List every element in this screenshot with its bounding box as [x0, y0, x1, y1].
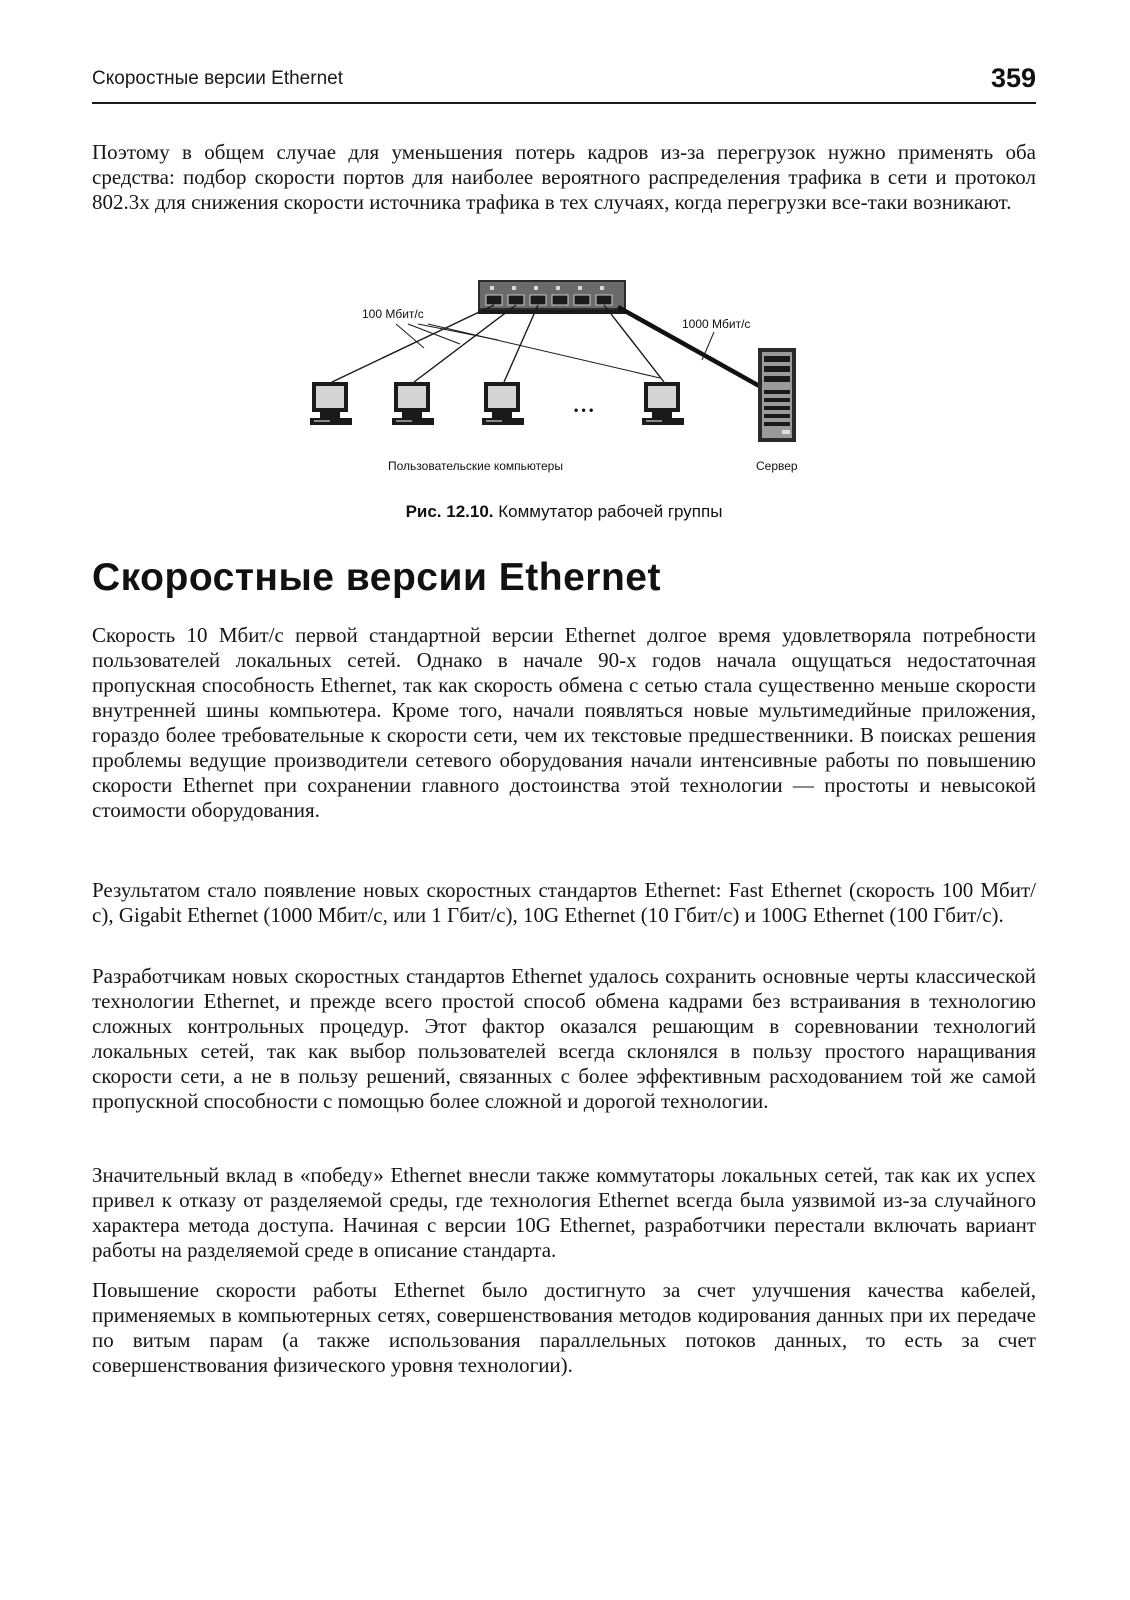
figure-workgroup-switch [300, 280, 840, 492]
section-heading: Скоростные версии Ethernet [92, 556, 661, 599]
label-1000-mbps: 1000 Мбит/с [682, 317, 751, 331]
label-server: Сервер [756, 459, 798, 473]
computer-icon [392, 382, 434, 425]
body-paragraph: Скорость 10 Мбит/с первой стандартной версии Ethernet долгое время удовлетворяла потребности пользователей локальных сетей. Однако в начале 90-х годов начала ощущаться недостаточная пропускная способность Ethernet, так как скорость обмена с сетью стала существенно меньше скорости внутренней шины компьютера. Кроме того, начали появляться новые мультимедийные приложения, гораздо более требовательные к скорости сети, чем их текстовые предшественники. В поисках решения проблемы ведущие производители сетевого оборудования начали интенсивные работы по повышению скорости Ethernet при сохранении главного достоинства этой технологии — простоты и невысокой стоимости оборудования. [92, 623, 1036, 822]
computers-ellipsis: • • • [574, 403, 594, 417]
body-paragraph: Разработчикам новых скоростных стандартов Ethernet удалось сохранить основные черты классической технологии Ethernet, и прежде всего простой способ обмена кадрами без встраивания в технологию сложных контрольных процедур. Этот фактор оказался решающим в соревновании технологий локальных сетей, так как выбор пользователей всегда склонялся в пользу простого наращивания скорости сети, а не в пользу решений, связанных с более эффективным расходованием той же самой пропускной способности с помощью более сложной и дорогой технологии. [92, 964, 1036, 1113]
server-icon [758, 348, 796, 442]
body-paragraph: Результатом стало появление новых скоростных стандартов Ethernet: Fast Ethernet (скорость 100 Мбит/с), Gigabit Ethernet (1000 Мбит/с, или 1 Гбит/с), 10G Ethernet (10 Гбит/с) и 100G Ethernet (100 Гбит/с). [92, 878, 1036, 927]
body-paragraph: Значительный вклад в «победу» Ethernet внесли также коммутаторы локальных сетей, так как их успех привел к отказу от разделяемой среды, где технология Ethernet всегда была уязвимой из-за случайного характера метода доступа. Начиная с версии 10G Ethernet, разработчики перестали включать вариант работы на разделяемой среде в описание стандарта. [92, 1163, 1036, 1262]
computer-icon [310, 382, 352, 425]
caption-text: Коммутатор рабочей группы [493, 502, 723, 521]
intro-paragraph: Поэтому в общем случае для уменьшения потерь кадров из-за перегрузок нужно применять оба средства: подбор скорости портов для наиболее вероятного распределения трафика в сети и протокол 802.3x для снижения скорости источника трафика в тех случаях, когда перегрузки все-таки возникают. [92, 140, 1036, 214]
caption-number: Рис. 12.10. [405, 502, 494, 521]
body-paragraph: Повышение скорости работы Ethernet было достигнуто за счет улучшения качества кабелей, применяемых в компьютерных сетях, совершенствования методов кодирования данных при их передаче по витым парам (а также использования параллельных потоков данных, то есть за счет совершенствования физического уровня технологии). [92, 1278, 1036, 1377]
page-number: 359 [990, 63, 1036, 93]
network-diagram [300, 280, 840, 492]
label-100-mbps: 100 Мбит/с [362, 307, 424, 321]
label-user-computers: Пользовательские компьютеры [388, 459, 563, 473]
computer-icon [482, 382, 524, 425]
switch-icon [478, 280, 626, 314]
running-header [92, 63, 1036, 104]
figure-caption [92, 502, 1036, 522]
computer-icon [642, 382, 684, 425]
running-title: Скоростные версии Ethernet [92, 68, 343, 89]
